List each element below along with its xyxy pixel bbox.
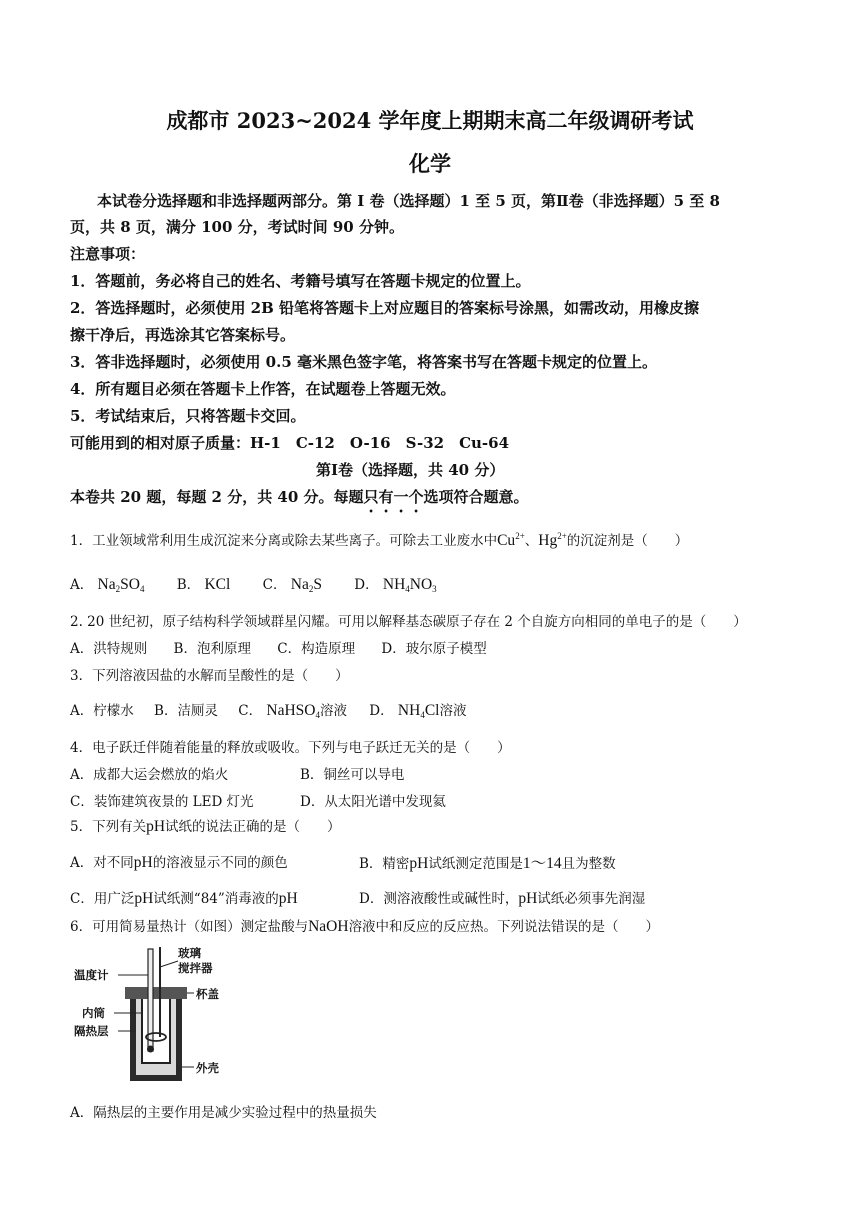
option-c: C．装饰建筑夜景的 LED 灯光 bbox=[70, 794, 254, 810]
question-3-stem: 3．下列溶液因盐的水解而呈酸性的是（ ） bbox=[70, 668, 349, 684]
formula-nahso4 bbox=[266, 702, 320, 720]
question-1-options bbox=[70, 573, 437, 594]
option-d bbox=[354, 573, 436, 594]
option-text: 的溶液显示不同的颜色 bbox=[152, 855, 288, 871]
formula-nh4cl bbox=[398, 702, 440, 720]
q1-stem-a: 1．工业领域常利用生成沉淀来分离或除去某些离子。可除去工业废水中 bbox=[70, 533, 498, 549]
note-item: 3．答非选择题时，必须使用 0.5 毫米黑色签字笔，将答案书写在答题卡规定的位置上。 bbox=[70, 353, 657, 371]
q5-stem-b: 试纸的说法正确的是（ ） bbox=[165, 819, 341, 835]
option-c bbox=[263, 573, 322, 594]
option-text: 溶液 bbox=[320, 703, 347, 719]
option-text: D．测溶液酸性或碱性时， bbox=[359, 891, 519, 907]
note-item: 擦干净后，再选涂其它答案标号。 bbox=[70, 326, 296, 344]
hg-symbol: Hg bbox=[538, 532, 558, 549]
formula-na2so4 bbox=[98, 576, 145, 594]
subject-title: 化学 bbox=[409, 151, 451, 176]
leader-line bbox=[160, 961, 178, 967]
intro-line-1: 本试卷分选择题和非选择题两部分。第 I 卷（选择题）1 至 5 页，第Ⅱ卷（非选择题）5 至 8 bbox=[97, 192, 720, 210]
formula-na2s bbox=[291, 576, 322, 594]
option-letter: C． bbox=[262, 577, 287, 593]
option-letter: D． bbox=[369, 703, 394, 719]
option-text: 试纸必须事先润湿 bbox=[537, 891, 646, 907]
section-desc bbox=[70, 486, 529, 516]
option-d bbox=[369, 699, 466, 720]
question-2-options bbox=[70, 637, 487, 657]
thermometer bbox=[148, 949, 153, 1051]
exam-title: 成都市 2023~2024 学年度上期期末高二年级调研考试 bbox=[166, 108, 694, 133]
option-text: A．对不同 bbox=[70, 855, 134, 871]
label-stirrer: 搅拌器 bbox=[178, 961, 213, 975]
thermometer-bulb bbox=[147, 1046, 154, 1053]
option-b: B．洁厕灵 bbox=[154, 703, 218, 719]
naoh-term: NaOH bbox=[308, 918, 349, 935]
option-a bbox=[70, 851, 288, 872]
section-desc-a: 本卷共 20 题，每题 2 分，共 40 分。每题 bbox=[70, 488, 364, 506]
calorimeter-figure bbox=[70, 945, 240, 1085]
option-b bbox=[359, 851, 616, 873]
formula-part: Na bbox=[290, 576, 309, 593]
formula-part: Cl bbox=[424, 702, 440, 719]
option-c bbox=[70, 887, 298, 908]
label-outer-shell: 外壳 bbox=[196, 1061, 219, 1075]
formula-part: NaHSO bbox=[266, 702, 316, 719]
q6-stem-a: 6．可用简易量热计（如图）测定盐酸与 bbox=[70, 919, 309, 935]
formula-sub: 2 bbox=[115, 584, 121, 594]
option-letter: D． bbox=[354, 577, 379, 593]
option-a: A．洪特规则 bbox=[70, 641, 148, 657]
option-text: C．用广泛 bbox=[70, 891, 135, 907]
section-desc-b: 选项符合题意。 bbox=[423, 488, 529, 506]
q6-stem-b: 溶液中和反应的反应热。下列说法错误的是（ ） bbox=[348, 919, 660, 935]
intro-line-2: 页，共 8 页，满分 100 分，考试时间 90 分钟。 bbox=[70, 218, 404, 236]
option-d: D．玻尔原子模型 bbox=[381, 641, 487, 657]
formula-nh4no3 bbox=[383, 576, 437, 594]
option-a: A．成都大运会燃放的焰火 bbox=[70, 767, 229, 783]
question-6-stem bbox=[70, 915, 659, 936]
option-text: B．精密 bbox=[359, 856, 410, 872]
atomic-masses: 可能用到的相对原子质量：H-1 C-12 O-16 S-32 Cu-64 bbox=[70, 434, 510, 452]
question-2-stem: 2. 20 世纪初，原子结构科学领域群星闪耀。可用以解释基态碳原子存在 2 个自旋方向相同的单电子的是（ ） bbox=[70, 614, 747, 630]
ph-range: 1～14 bbox=[522, 855, 562, 872]
cu-charge: 2+ bbox=[515, 531, 525, 541]
formula-sub: 4 bbox=[405, 584, 410, 594]
option-a: A．柠檬水 bbox=[70, 703, 134, 719]
formula-part: NH bbox=[382, 576, 406, 593]
ph-term: pH bbox=[146, 818, 166, 835]
option-b bbox=[177, 573, 231, 594]
section-title: 第Ⅰ卷（选择题，共 40 分） bbox=[316, 461, 505, 479]
note-item: 5．考试结束后，只将答题卡交回。 bbox=[70, 407, 306, 425]
option-text: 溶液 bbox=[439, 703, 467, 719]
ph-term: pH bbox=[133, 854, 153, 871]
cu-symbol: Cu bbox=[497, 532, 516, 549]
section-desc-emphasis: 只有一个 bbox=[363, 488, 424, 506]
option-text: 且为整数 bbox=[561, 856, 616, 872]
hg-ion bbox=[538, 532, 567, 549]
option-text: 试纸测“84”消毒液的 bbox=[153, 891, 279, 907]
note-item: 2．答选择题时，必须使用 2B 铅笔将答题卡上对应题目的答案标号涂黑，如需改动，用橡皮擦 bbox=[70, 299, 700, 317]
note-item: 1．答题前，务必将自己的姓名、考籍号填写在答题卡规定的位置上。 bbox=[70, 272, 531, 290]
label-thermometer: 温度计 bbox=[74, 968, 109, 982]
option-d: D．从太阳光谱中发现氦 bbox=[300, 794, 446, 810]
label-insulation: 隔热层 bbox=[74, 1024, 109, 1038]
q1-sep: 、 bbox=[524, 533, 539, 549]
q1-stem-b: 的沉淀剂是（ ） bbox=[566, 533, 689, 549]
option-a bbox=[70, 573, 144, 594]
option-text: 试纸测定范围是 bbox=[428, 856, 523, 872]
question-3-options bbox=[70, 699, 466, 720]
ph-term: pH bbox=[134, 890, 154, 907]
lid bbox=[125, 987, 187, 999]
formula-sub: 4 bbox=[139, 584, 145, 594]
formula-sub: 4 bbox=[315, 710, 320, 720]
formula-sub: 4 bbox=[420, 710, 425, 720]
note-item: 4．所有题目必须在答题卡上作答，在试题卷上答题无效。 bbox=[70, 380, 456, 398]
formula-sub: 2 bbox=[308, 584, 314, 594]
formula-sub: 3 bbox=[432, 584, 437, 594]
question-4-stem: 4．电子跃迁伴随着能量的释放或吸收。下列与电子跃迁无关的是（ ） bbox=[70, 740, 511, 756]
formula-part: NO bbox=[409, 576, 433, 593]
option-letter: C． bbox=[238, 703, 263, 719]
option-b: B．铜丝可以导电 bbox=[300, 767, 405, 783]
ph-term: pH bbox=[409, 855, 429, 872]
question-1-stem bbox=[70, 529, 688, 550]
notes-heading: 注意事项： bbox=[70, 245, 146, 263]
formula-part: NH bbox=[397, 702, 421, 719]
option-c bbox=[238, 699, 347, 720]
label-glass: 玻璃 bbox=[178, 946, 201, 960]
option-letter: B． bbox=[176, 577, 201, 593]
formula-part: Na bbox=[97, 576, 116, 593]
ph-term: pH bbox=[518, 890, 538, 907]
formula-part: SO bbox=[120, 576, 140, 593]
cu-ion bbox=[497, 532, 525, 549]
question-6-option-a: A．隔热层的主要作用是减少实验过程中的热量损失 bbox=[70, 1105, 377, 1121]
label-lid: 杯盖 bbox=[196, 987, 219, 1001]
q5-stem-a: 5．下列有关 bbox=[70, 819, 147, 835]
hg-charge: 2+ bbox=[557, 531, 567, 541]
label-inner-cup: 内筒 bbox=[82, 1006, 105, 1020]
question-5-stem bbox=[70, 815, 341, 836]
inner-cup bbox=[142, 997, 170, 1063]
option-d bbox=[359, 887, 645, 908]
ph-term: pH bbox=[278, 890, 298, 907]
option-b: B．泡利原理 bbox=[173, 641, 251, 657]
formula-kcl: KCl bbox=[204, 576, 231, 593]
formula-part: S bbox=[313, 576, 322, 593]
option-c: C．构造原理 bbox=[277, 641, 356, 657]
option-letter: A． bbox=[70, 577, 94, 593]
